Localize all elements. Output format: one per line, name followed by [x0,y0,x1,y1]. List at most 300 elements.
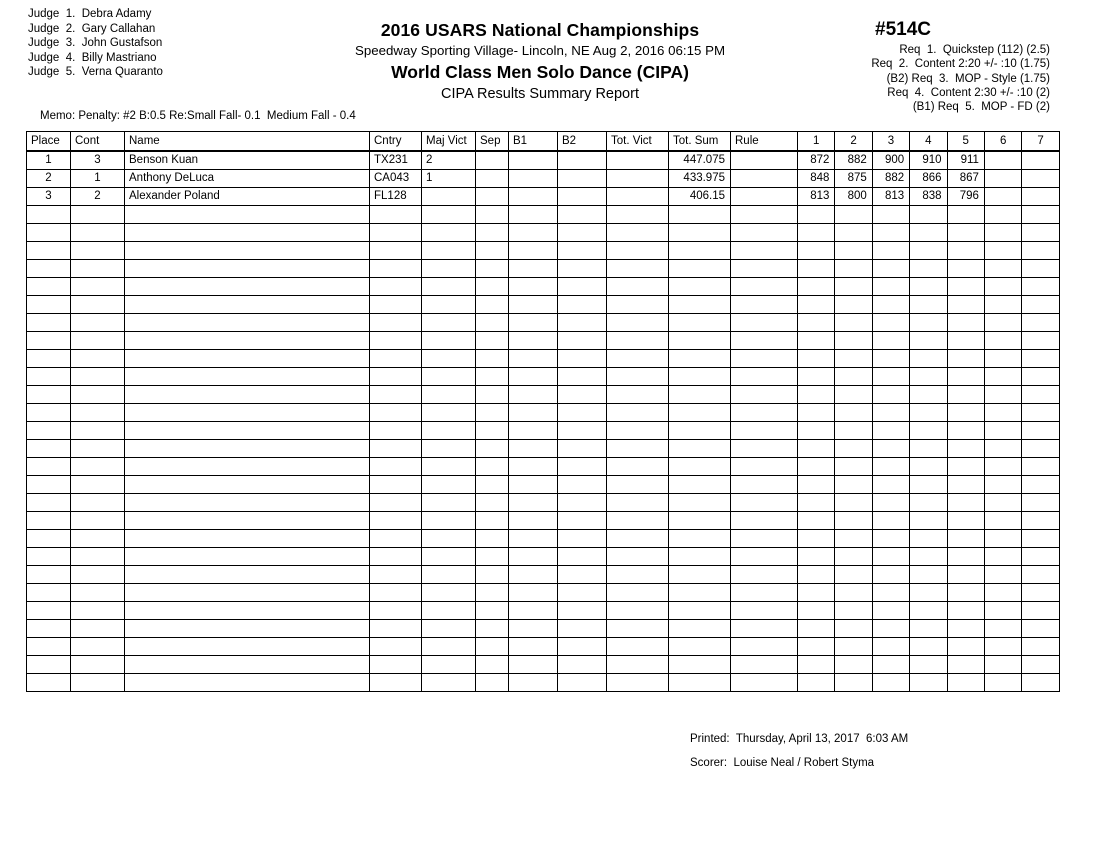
judge-number: 3. [59,37,76,50]
cell-empty [607,458,669,476]
cell-empty [835,206,872,224]
cell-empty [947,620,984,638]
cell-empty [370,224,422,242]
cell-empty [607,440,669,458]
cell-maj-vict: 1 [422,170,476,188]
cell-empty [731,602,798,620]
cell-empty [370,206,422,224]
cell-empty [798,602,835,620]
cell-empty [476,296,509,314]
cell-empty [798,350,835,368]
cell-empty [27,512,71,530]
table-row-empty[interactable] [27,314,1060,332]
cell-empty [558,674,607,692]
cell-empty [947,656,984,674]
judge-number: 1. [59,8,76,20]
cell-empty [1022,512,1059,530]
cell-empty [835,350,872,368]
cell-empty [798,566,835,584]
cell-empty [27,404,71,422]
cell-empty [125,206,370,224]
cell-empty [71,512,125,530]
cell-empty [125,494,370,512]
cell-b1 [509,151,558,170]
cell-empty [835,440,872,458]
cell-empty [370,548,422,566]
cell-empty [607,584,669,602]
cell-empty [27,494,71,512]
cell-empty [509,548,558,566]
table-row-empty[interactable] [27,566,1060,584]
cell-empty [910,386,947,404]
cell-empty [872,494,909,512]
cell-empty [947,368,984,386]
cell-empty [71,278,125,296]
cell-empty [872,242,909,260]
cell-empty [71,458,125,476]
cell-empty [607,512,669,530]
cell-empty [1022,260,1059,278]
cell-empty [984,674,1021,692]
judge-label: Judge [28,66,60,79]
cell-empty [798,386,835,404]
cell-empty [1022,368,1059,386]
table-row-empty[interactable] [27,206,1060,224]
cell-empty [27,476,71,494]
cell-empty [910,404,947,422]
cell-empty [947,548,984,566]
column-header-name: Name [125,132,370,152]
cell-empty [835,476,872,494]
judge-name: Billy Mastriano [75,51,157,64]
column-header-1: 1 [798,132,835,152]
table-row-empty[interactable] [27,332,1060,350]
table-row-empty[interactable] [27,548,1060,566]
cell-empty [669,368,731,386]
cell-empty [27,440,71,458]
table-row-empty[interactable] [27,512,1060,530]
cell-empty [835,620,872,638]
cell-judge-score-7 [1022,151,1059,170]
cell-judge-score-1: 848 [798,170,835,188]
cell-empty [558,422,607,440]
cell-empty [422,656,476,674]
cell-empty [984,314,1021,332]
cell-tot-sum: 447.075 [669,151,731,170]
requirement-text: Content 2:30 +/- :10 (2) [924,86,1050,99]
cell-empty [798,206,835,224]
judge-entry [28,22,163,37]
cell-empty [509,458,558,476]
cell-empty [125,458,370,476]
cell-empty [835,602,872,620]
cell-empty [1022,584,1059,602]
judge-number: 2. [59,22,76,35]
table-row-empty[interactable] [27,638,1060,656]
table-row-empty[interactable] [27,404,1060,422]
cell-empty [125,674,370,692]
cell-empty [370,458,422,476]
cell-empty [558,602,607,620]
cell-empty [476,656,509,674]
printed-timestamp: Printed: Thursday, April 13, 2017 6:03 AM [690,733,909,745]
cell-empty [509,404,558,422]
cell-judge-score-1: 872 [798,151,835,170]
cell-empty [476,224,509,242]
table-row-empty[interactable] [27,656,1060,674]
cell-empty [731,350,798,368]
cell-empty [910,656,947,674]
table-row-empty[interactable] [27,530,1060,548]
cell-empty [872,476,909,494]
table-row-empty[interactable] [27,458,1060,476]
cell-empty [607,386,669,404]
column-header-3: 3 [872,132,909,152]
column-header-b2: B2 [558,132,607,152]
table-row-empty[interactable] [27,224,1060,242]
cell-empty [476,368,509,386]
cell-empty [27,584,71,602]
cell-empty [370,674,422,692]
cell-empty [947,242,984,260]
cell-empty [984,260,1021,278]
cell-empty [509,620,558,638]
cell-empty [669,548,731,566]
cell-empty [370,404,422,422]
cell-empty [669,422,731,440]
cell-empty [872,530,909,548]
cell-empty [509,476,558,494]
judge-name: Debra Adamy [75,8,152,20]
cell-empty [947,350,984,368]
cell-empty [872,296,909,314]
cell-empty [910,638,947,656]
cell-empty [731,656,798,674]
cell-empty [607,620,669,638]
table-row[interactable] [27,188,1060,206]
cell-empty [71,548,125,566]
cell-empty [71,332,125,350]
cell-empty [910,242,947,260]
cell-empty [731,296,798,314]
requirement-text: MOP - FD (2) [974,101,1050,114]
cell-empty [910,206,947,224]
cell-empty [835,242,872,260]
cell-name: Alexander Poland [125,188,370,206]
cell-empty [731,566,798,584]
cell-empty [872,440,909,458]
cell-empty [27,422,71,440]
cell-empty [27,386,71,404]
cell-empty [422,620,476,638]
event-venue-datetime: Speedway Sporting Village- Lincoln, NE Aug 2, 2016 06:15 PM [354,43,726,58]
cell-empty [476,602,509,620]
cell-tot-vict [607,188,669,206]
cell-empty [422,512,476,530]
cell-empty [669,260,731,278]
cell-empty [984,368,1021,386]
cell-empty [798,548,835,566]
cell-empty [798,620,835,638]
cell-empty [422,602,476,620]
cell-empty [509,494,558,512]
cell-empty [731,530,798,548]
cell-empty [476,350,509,368]
judges-panel [28,7,163,80]
results-table [26,131,1060,692]
cell-empty [1022,332,1059,350]
cell-empty [1022,566,1059,584]
table-row-empty[interactable] [27,494,1060,512]
cell-empty [1022,350,1059,368]
requirements-list [790,43,1050,114]
cell-empty [370,260,422,278]
cell-empty [798,638,835,656]
cell-empty [984,206,1021,224]
event-title: 2016 USARS National Championships [380,20,700,40]
cell-empty [872,548,909,566]
cell-judge-score-5: 911 [947,151,984,170]
cell-empty [607,242,669,260]
cell-place: 2 [27,170,71,188]
table-row-empty[interactable] [27,674,1060,692]
cell-empty [509,332,558,350]
table-row-empty[interactable] [27,242,1060,260]
cell-empty [558,350,607,368]
cell-empty [1022,530,1059,548]
cell-empty [872,224,909,242]
cell-empty [27,368,71,386]
cell-empty [422,296,476,314]
cell-empty [731,638,798,656]
cell-empty [558,206,607,224]
cell-empty [835,332,872,350]
cell-empty [984,602,1021,620]
judge-entry [28,36,163,51]
cell-empty [731,404,798,422]
cell-empty [476,620,509,638]
cell-empty [947,602,984,620]
cell-empty [607,350,669,368]
cell-empty [509,314,558,332]
cell-empty [910,260,947,278]
cell-empty [509,296,558,314]
requirement-label: Req 2. [871,58,909,71]
cell-empty [558,638,607,656]
cell-empty [27,656,71,674]
report-footer [690,727,908,775]
cell-empty [509,566,558,584]
cell-empty [125,278,370,296]
requirement-text: Content 2:20 +/- :10 (1.75) [908,58,1050,71]
cell-empty [669,566,731,584]
cell-empty [476,458,509,476]
cell-empty [422,314,476,332]
cell-empty [71,620,125,638]
judge-entry [28,65,163,80]
table-row-empty[interactable] [27,620,1060,638]
cell-empty [422,368,476,386]
cell-empty [71,566,125,584]
cell-empty [476,260,509,278]
table-row-empty[interactable] [27,278,1060,296]
judge-label: Judge [28,22,60,35]
cell-empty [71,440,125,458]
cell-empty [370,332,422,350]
cell-empty [27,674,71,692]
cell-empty [476,512,509,530]
table-row-empty[interactable] [27,602,1060,620]
cell-empty [669,278,731,296]
column-header-b1: B1 [509,132,558,152]
cell-empty [422,404,476,422]
cell-empty [558,404,607,422]
cell-empty [125,296,370,314]
table-row-empty[interactable] [27,476,1060,494]
cell-empty [984,332,1021,350]
cell-empty [835,674,872,692]
cell-empty [669,332,731,350]
cell-empty [947,584,984,602]
cell-empty [370,476,422,494]
cell-empty [731,512,798,530]
column-header-place: Place [27,132,71,152]
cell-empty [422,224,476,242]
cell-empty [125,656,370,674]
cell-empty [947,206,984,224]
cell-empty [476,278,509,296]
cell-empty [476,494,509,512]
cell-empty [71,422,125,440]
cell-judge-score-1: 813 [798,188,835,206]
cell-empty [125,422,370,440]
table-row-empty[interactable] [27,350,1060,368]
judge-number: 5. [59,66,76,79]
cell-empty [872,638,909,656]
cell-empty [835,260,872,278]
cell-empty [27,314,71,332]
requirement-bonus-tag: (B2) [886,72,912,85]
cell-rule [731,151,798,170]
cell-empty [835,296,872,314]
cell-empty [910,674,947,692]
cell-empty [558,332,607,350]
table-row-empty[interactable] [27,422,1060,440]
cell-empty [669,584,731,602]
cell-empty [558,242,607,260]
cell-empty [872,278,909,296]
table-row[interactable] [27,170,1060,188]
cell-cont: 3 [71,151,125,170]
cell-empty [71,602,125,620]
cell-empty [607,494,669,512]
judge-name: Gary Callahan [75,22,156,35]
cell-empty [984,476,1021,494]
cell-empty [422,350,476,368]
cell-empty [125,620,370,638]
cell-empty [669,404,731,422]
cell-empty [669,242,731,260]
cell-empty [607,314,669,332]
cell-sep [476,188,509,206]
cell-empty [370,566,422,584]
cell-empty [872,314,909,332]
cell-empty [1022,278,1059,296]
cell-empty [27,638,71,656]
cell-place: 3 [27,188,71,206]
cell-empty [798,314,835,332]
cell-empty [731,206,798,224]
cell-empty [669,620,731,638]
cell-empty [1022,404,1059,422]
cell-empty [910,422,947,440]
table-row-empty[interactable] [27,296,1060,314]
table-row[interactable] [27,151,1060,170]
judge-name: Verna Quaranto [75,66,163,79]
requirement-entry [790,86,1050,100]
cell-empty [731,278,798,296]
cell-empty [125,368,370,386]
cell-empty [27,566,71,584]
cell-empty [422,206,476,224]
cell-empty [731,260,798,278]
table-row-empty[interactable] [27,584,1060,602]
cell-empty [370,278,422,296]
cell-empty [984,386,1021,404]
requirement-entry [790,100,1050,114]
cell-empty [1022,620,1059,638]
cell-empty [27,260,71,278]
cell-empty [910,584,947,602]
cell-empty [27,206,71,224]
cell-empty [984,296,1021,314]
cell-empty [27,458,71,476]
cell-empty [607,206,669,224]
cell-empty [422,422,476,440]
cell-b2 [558,170,607,188]
cell-empty [910,620,947,638]
table-row-empty[interactable] [27,368,1060,386]
cell-empty [1022,602,1059,620]
cell-empty [984,548,1021,566]
cell-empty [835,494,872,512]
cell-empty [947,224,984,242]
cell-empty [669,674,731,692]
cell-empty [798,296,835,314]
cell-empty [1022,206,1059,224]
cell-name: Benson Kuan [125,151,370,170]
cell-empty [835,656,872,674]
requirement-entry [790,57,1050,71]
cell-empty [71,638,125,656]
cell-empty [947,422,984,440]
cell-empty [607,638,669,656]
cell-judge-score-2: 800 [835,188,872,206]
cell-empty [947,530,984,548]
cell-empty [71,674,125,692]
cell-empty [71,404,125,422]
cell-empty [27,548,71,566]
cell-empty [910,440,947,458]
table-row-empty[interactable] [27,440,1060,458]
cell-empty [607,368,669,386]
cell-empty [370,512,422,530]
table-row-empty[interactable] [27,260,1060,278]
cell-empty [731,494,798,512]
requirement-entry [790,43,1050,57]
table-row-empty[interactable] [27,386,1060,404]
cell-empty [422,638,476,656]
